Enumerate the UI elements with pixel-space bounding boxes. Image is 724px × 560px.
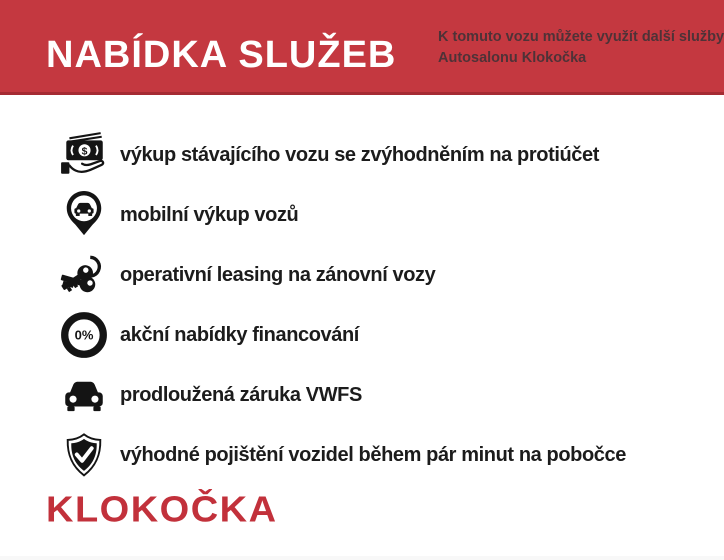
header-band (0, 0, 724, 95)
svg-text:$: $ (81, 146, 88, 158)
header-subtitle (438, 27, 724, 69)
service-label: výhodné pojištění vozidel během pár minut na pobočce (120, 443, 626, 466)
shield-check-icon (58, 429, 110, 481)
service-label: výkup stávajícího vozu se zvýhodněním na protiúčet (120, 143, 600, 166)
service-label: prodloužená záruka VWFS (120, 383, 362, 406)
services-list (0, 125, 724, 485)
bottom-edge-strip (0, 556, 724, 560)
service-row (0, 305, 724, 365)
service-row (0, 245, 724, 305)
car-icon (58, 369, 110, 421)
service-row (0, 365, 724, 425)
service-label: akční nabídky financování (120, 323, 359, 346)
zero-percent-icon (58, 309, 110, 361)
page-title: NABÍDKA SLUŽEB (46, 34, 397, 76)
car-keys-icon (58, 249, 110, 301)
service-label: mobilní výkup vozů (120, 203, 299, 226)
cash-in-hand-icon (58, 129, 110, 181)
service-row (0, 125, 724, 185)
header-subtitle-line2: Autosalonu Klokočka (438, 50, 587, 66)
service-row (0, 425, 724, 485)
klokocka-logo: KLOKOČKA (46, 490, 278, 530)
service-row (0, 185, 724, 245)
service-label: operativní leasing na zánovní vozy (120, 263, 436, 286)
car-location-pin-icon (58, 189, 110, 241)
header-subtitle-line1: K tomuto vozu můžete využít další služby (438, 29, 724, 45)
zero-percent-label: 0% (74, 327, 94, 343)
